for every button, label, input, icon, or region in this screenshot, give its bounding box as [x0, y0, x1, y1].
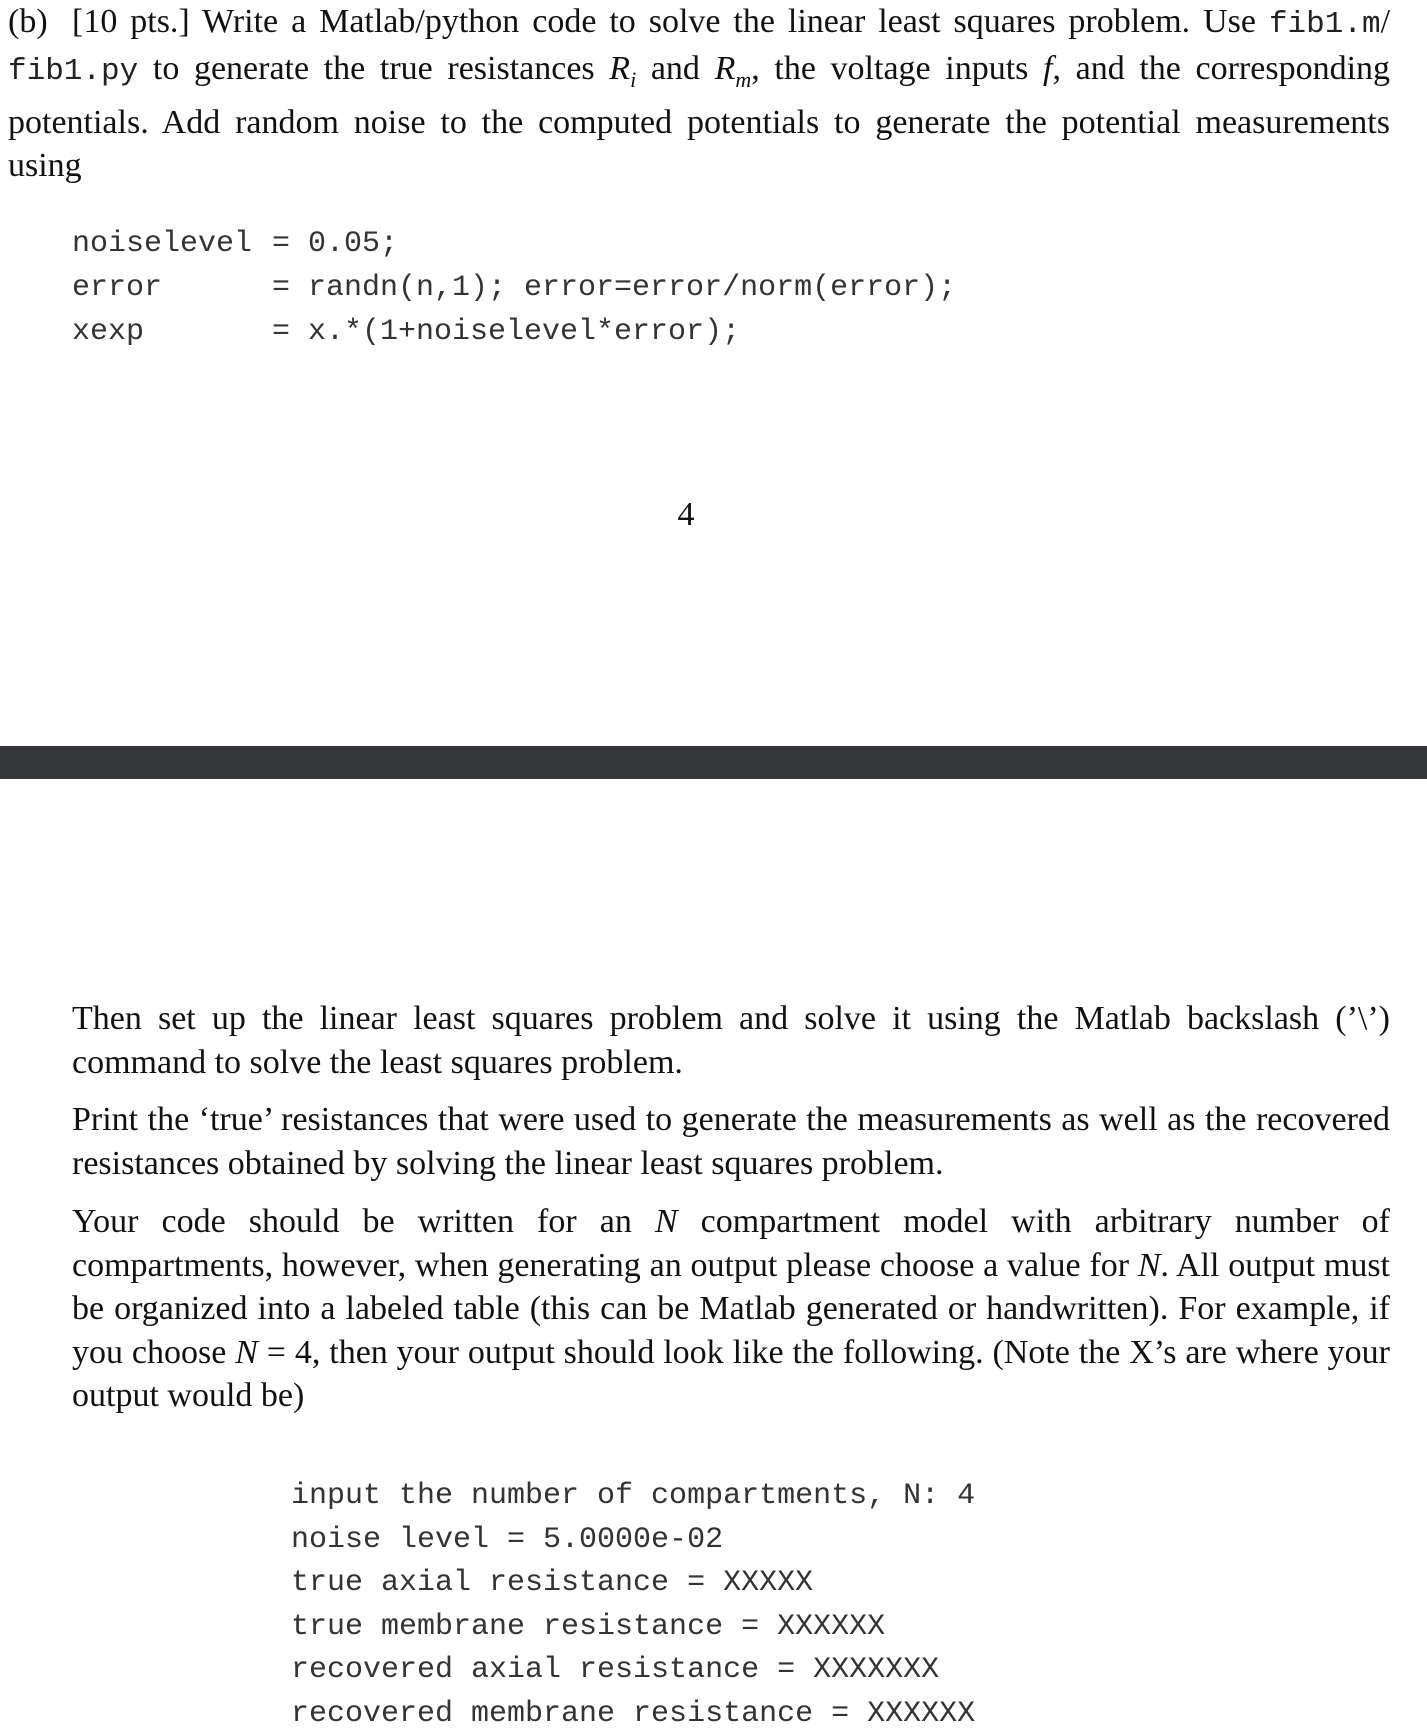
- part-b-paragraph: [8, 0, 1390, 188]
- setup-paragraph: Then set up the linear least squares problem and solve it using the Matlab backslash (’\’) command to solve the least squares problem.: [72, 997, 1390, 1084]
- slash: /: [1381, 3, 1390, 40]
- output-line: noise level = 5.0000e-02: [291, 1519, 975, 1563]
- code-line: error = randn(n,1); error=error/norm(error);: [72, 266, 956, 310]
- noise-code-block: [72, 222, 956, 354]
- page-divider: [0, 746, 1427, 779]
- part-b-intro-4: , and the corresponding potentials. Add random noise to the computed potentials to generate the potential measurements using: [8, 50, 1390, 185]
- symbol-n: N: [655, 1203, 678, 1240]
- code-line: xexp = x.*(1+noiselevel*error);: [72, 310, 956, 354]
- symbol-ri: $R_i$: [609, 50, 636, 87]
- code-requirements-paragraph: Your code should be written for an N compartment model with arbitrary number of compartments, however, when generating an output please choose a value for N. All output must be organized into a labeled table (this can be Matlab generated or handwritten). For example, if you choose N = 4, then your output should look like the following. (Note the X’s are where your output would be): [72, 1200, 1390, 1418]
- part-b-intro-2: to generate the true resistances: [153, 50, 595, 87]
- sample-output-block: [291, 1475, 975, 1736]
- symbol-n: N: [1138, 1247, 1161, 1284]
- page-number: 4: [0, 496, 1372, 534]
- output-line: recovered axial resistance = XXXXXXX: [291, 1649, 975, 1693]
- symbol-f: f: [1043, 50, 1052, 87]
- symbol-rm: $R_m$: [715, 50, 752, 87]
- output-line: input the number of compartments, N: 4: [291, 1475, 975, 1519]
- part-b-points: [10 pts.]: [72, 3, 190, 40]
- symbol-n: N: [235, 1334, 258, 1371]
- and-text: and: [651, 50, 700, 87]
- code-line: noiselevel = 0.05;: [72, 222, 956, 266]
- part-b-label: (b): [8, 0, 72, 44]
- print-paragraph: Print the ‘true’ resistances that were used to generate the measurements as well as the recovered resistances obtained by solving the linear least squares problem.: [72, 1098, 1390, 1185]
- part-b-intro-3: , the voltage inputs: [751, 50, 1028, 87]
- file-fib1-m: fib1.m: [1269, 7, 1381, 42]
- part-b-intro-1: Write a Matlab/python code to solve the linear least squares problem. Use: [202, 3, 1256, 40]
- file-fib1-py: fib1.py: [8, 54, 138, 89]
- output-line: true membrane resistance = XXXXXX: [291, 1606, 975, 1650]
- output-line: true axial resistance = XXXXX: [291, 1562, 975, 1606]
- output-line: recovered membrane resistance = XXXXXX: [291, 1693, 975, 1736]
